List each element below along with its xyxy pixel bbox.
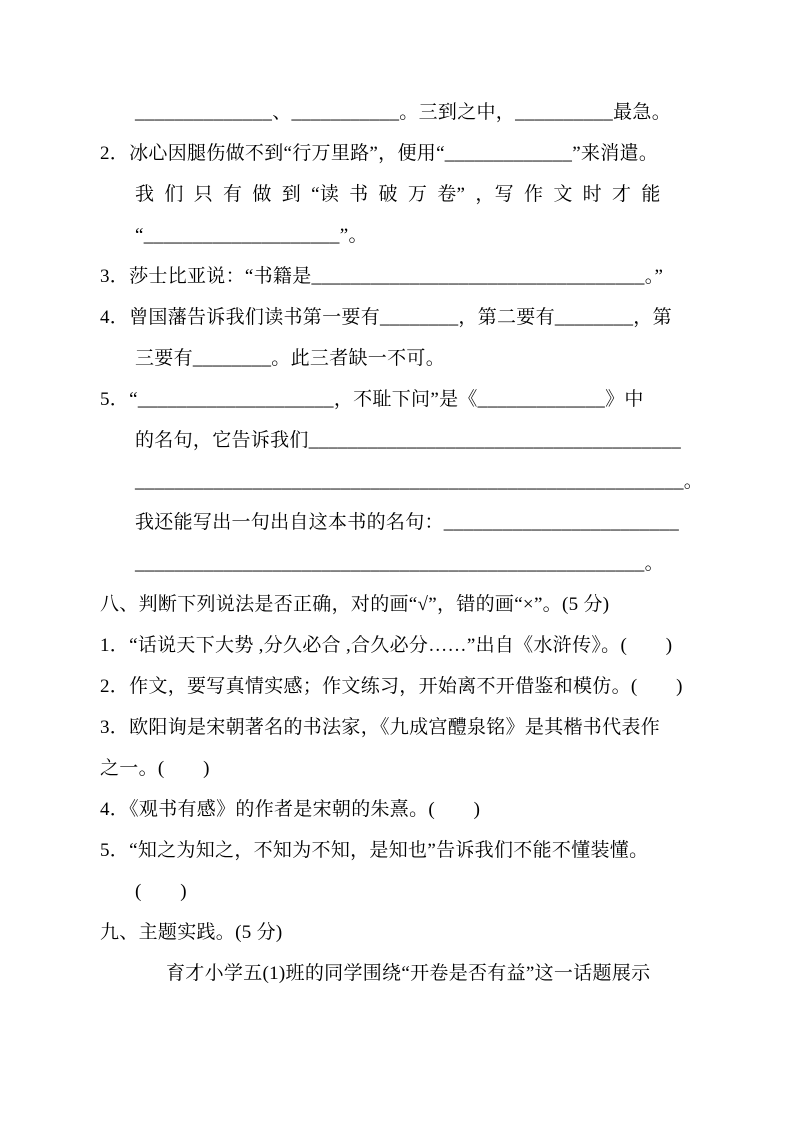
text-line: 2．冰心因腿伤做不到“行万里路”，便用“_____________”来消遣。 [100,143,659,164]
text-line: 三要有________。此三者缺一不可。 [135,348,446,369]
text-line: 2．作文，要写真情实感；作文练习，开始离不开借鉴和模仿。( ) [100,676,683,697]
text-line: 八、判断下列说法是否正确，对的画“√”，错的画“×”。(5 分) [100,594,610,615]
text-line: ________________________________________________________。 [135,471,704,492]
worksheet-content [100,92,704,994]
text-line: 5．“____________________，不耻下问”是《_____________》中 [100,389,644,410]
text-line: 4．《观书有感》的作者是宋朝的朱熹。( ) [100,799,481,820]
text-line: 我还能写出一句出自这本书的名句：________________________ [135,512,680,533]
text-line: “____________________”。 [135,225,368,246]
text-line: 之一。( ) [100,758,210,779]
text-line: 我 们 只 有 做 到 “读 书 破 万 卷” ，写 作 文 时 才 能 [135,184,661,205]
text-line: 4．曾国藩告诉我们读书第一要有________，第二要有________，第 [100,307,672,328]
text-line: ____________________________________________________。 [135,553,664,574]
text-line: ( ) [135,881,187,902]
text-line: 九、主题实践。(5 分) [100,922,283,943]
text-line: 育才小学五(1)班的同学围绕“开卷是否有益”这一话题展示 [166,963,651,984]
text-line: 5．“知之为知之，不知为不知，是知也”告诉我们不能不懂装懂。 [100,840,649,861]
text-line: 3．莎士比亚说：“书籍是__________________________________。” [100,266,664,287]
text-line: 1．“话说天下大势 ,分久必合 ,合久必分……”出自《水浒传》。( ) [100,635,673,656]
text-line: 的名句，它告诉我们______________________________________ [135,430,682,451]
text-line: 3．欧阳询是宋朝著名的书法家，《九成宫醴泉铭》是其楷书代表作 [100,717,661,738]
text-line: ______________、___________。三到之中，__________最急。 [135,102,672,123]
